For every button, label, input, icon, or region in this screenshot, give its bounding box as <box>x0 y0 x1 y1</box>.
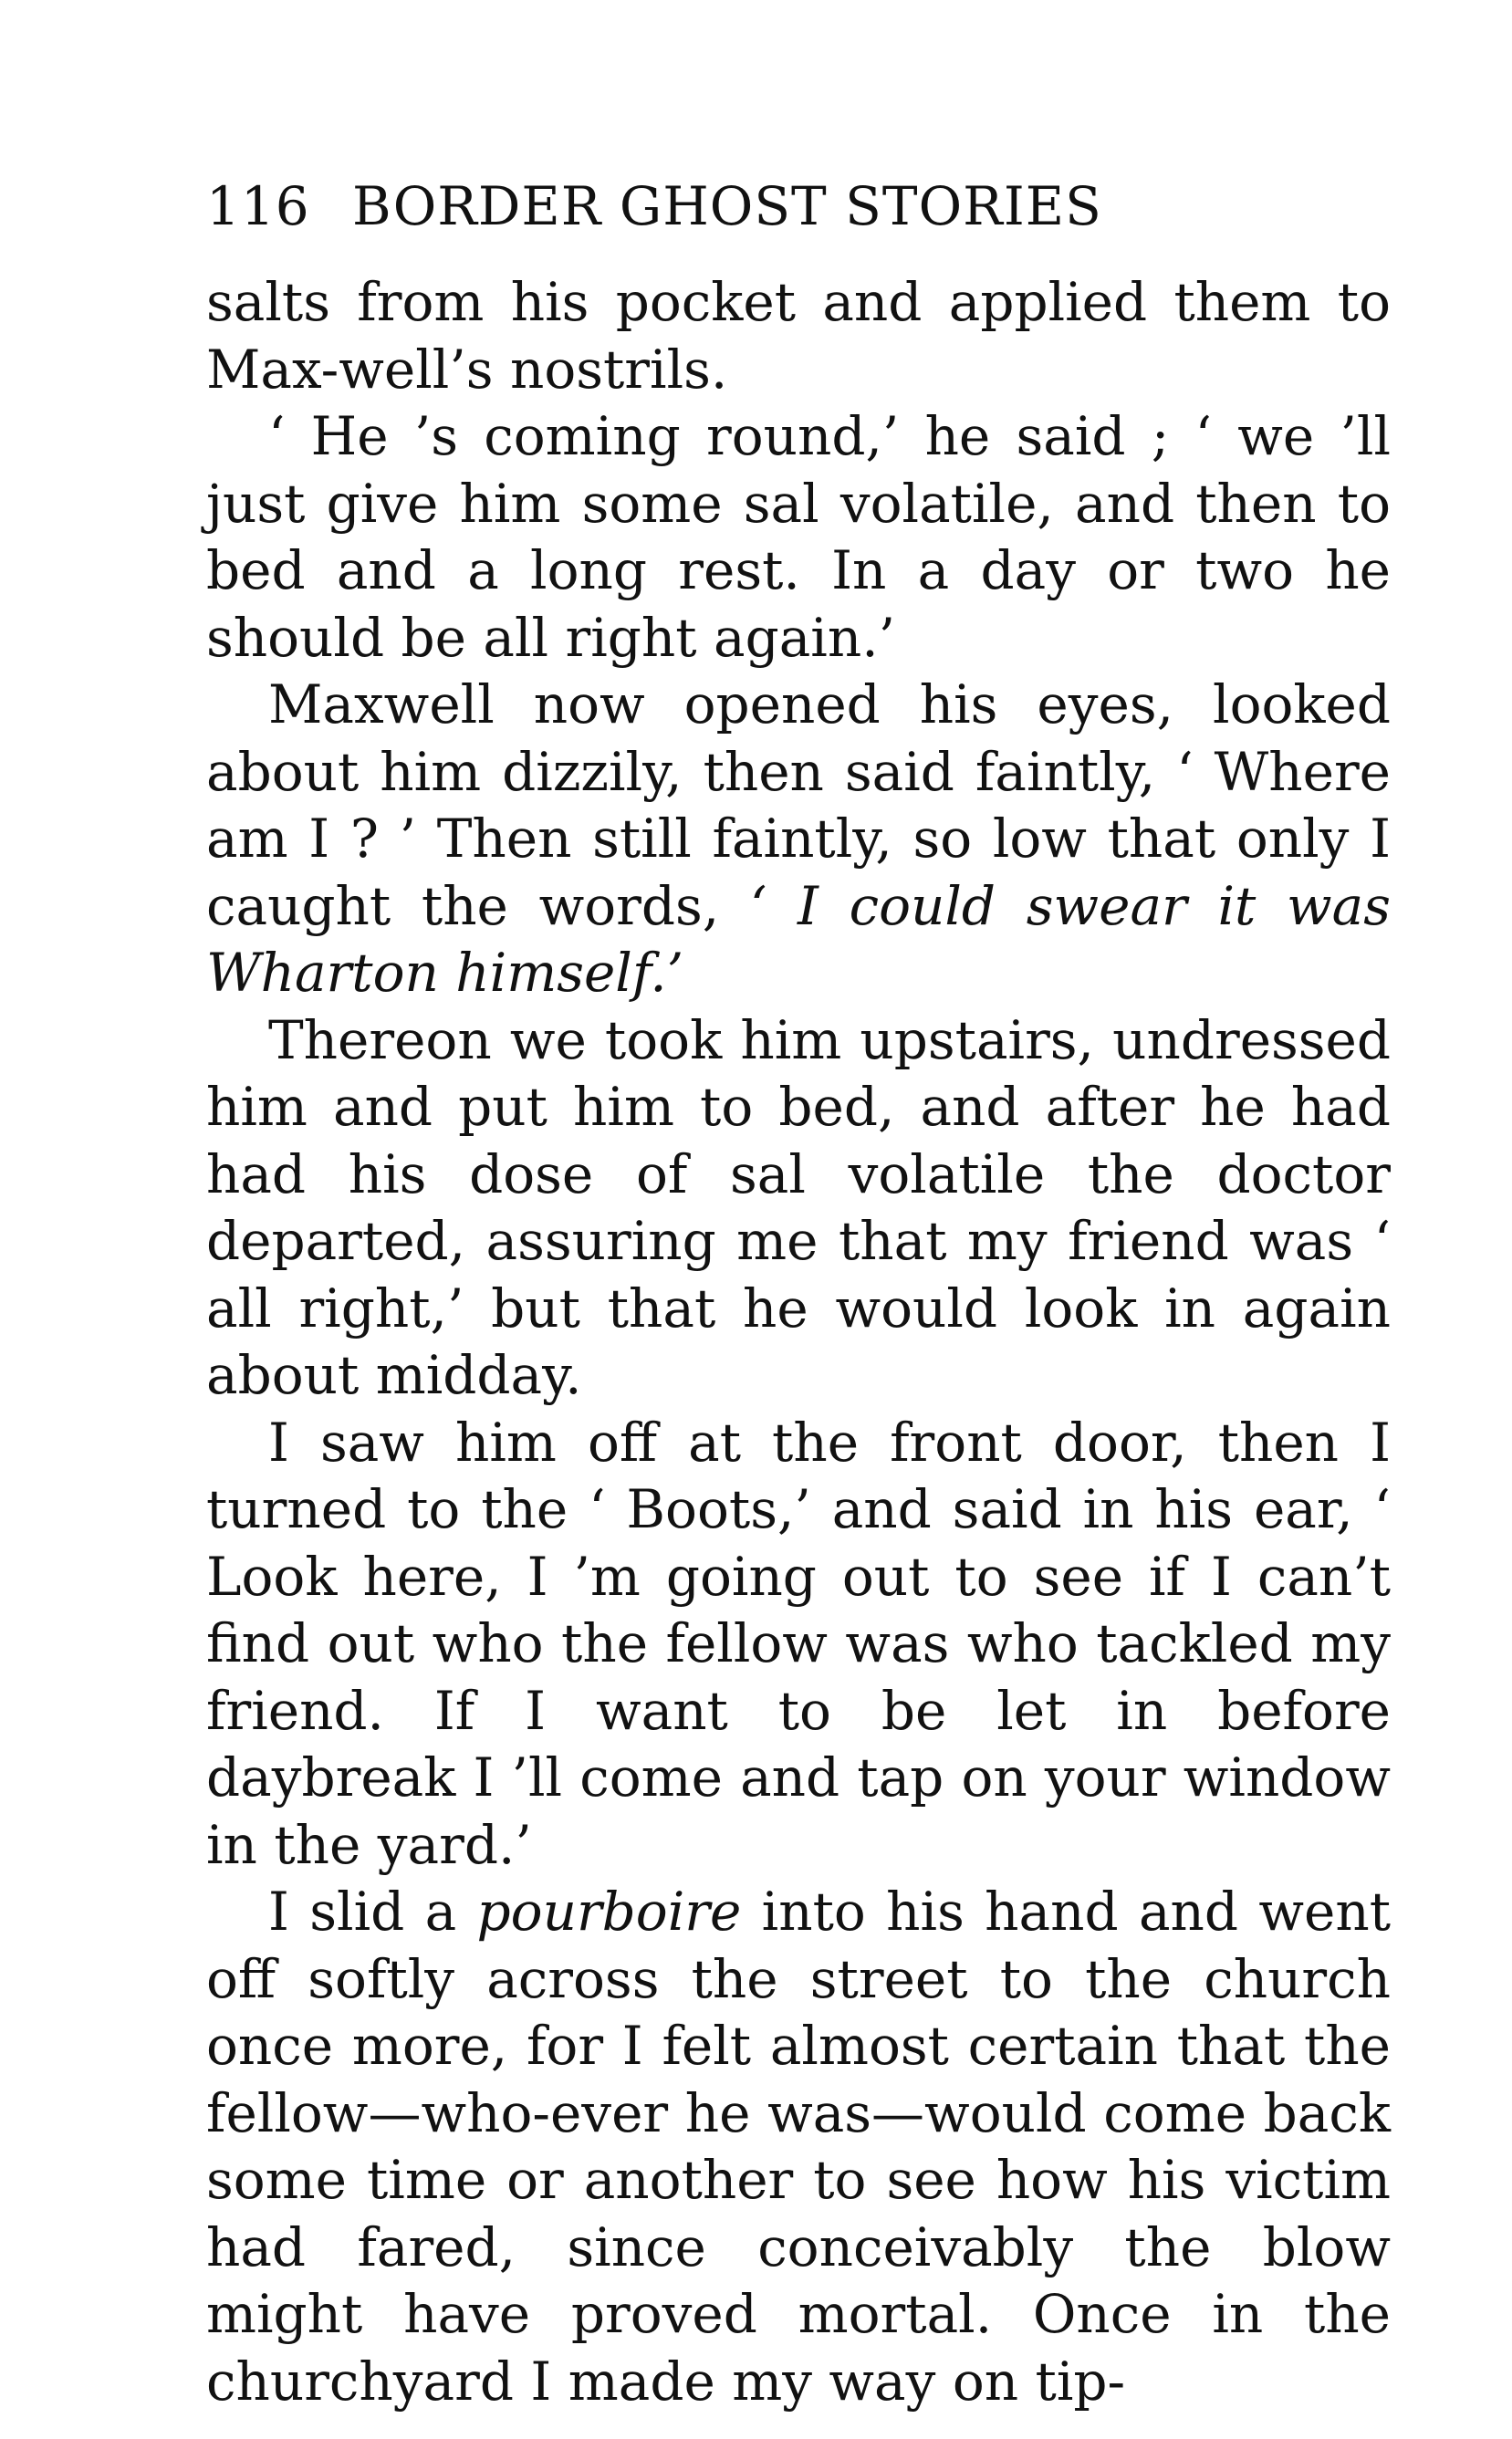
text-span: I slid a <box>268 1881 477 1943</box>
running-title: BORDER GHOST STORIES <box>352 175 1102 237</box>
text-span: into his hand and went off softly across the street to the church once more, for I felt almost certain that the fellow—who-ever he was—would come back some time or another to see how his victim had fared, since conceivably the blow might have proved mortal. Once in the churchyard I made my way on tip- <box>206 1881 1391 2413</box>
text-span: Thereon we took him upstairs, undressed him and put him to bed, and after he had had his dose of sal volatile the doctor departed, assuring me that my friend was ‘ all right,’ but that he would look in again about midday. <box>206 1008 1391 1406</box>
running-head <box>206 170 1392 243</box>
paragraph-3 <box>206 672 1391 1007</box>
page-number: 116 <box>206 175 310 237</box>
paragraph-6 <box>206 1879 1391 2415</box>
body-text <box>206 269 1391 2415</box>
text-span: salts from his pocket and applied them to Max-well’s nostrils. <box>206 271 1391 401</box>
paragraph-5 <box>206 1410 1391 1880</box>
paragraph-1 <box>206 269 1391 403</box>
text-span: Maxwell now opened his eyes, looked about him dizzily, then said faintly, ‘ Where am I ? ’ Then still faintly, so low that only I caught the words, <box>206 673 1391 937</box>
text-span: I saw him off at the front door, then I turned to the ‘ Boots,’ and said in his ear, ‘ Look here, I ’m going out to see if I can’t find out who the fellow was who tackled my friend. If I want to be let in before daybreak I ’ll come and tap on your window in the yard.’ <box>206 1411 1391 1876</box>
paragraph-4 <box>206 1007 1391 1410</box>
italic-word: pourboire <box>476 1881 742 1943</box>
paragraph-2 <box>206 403 1391 672</box>
text-span: ‘ He ’s coming round,’ he said ; ‘ we ’ll just give him some sal volatile, and then to bed and a long rest. In a day or two he should be all right again.’ <box>206 405 1391 669</box>
italic-quote: ‘ I could swear it was Wharton himself.’ <box>206 874 1392 1004</box>
